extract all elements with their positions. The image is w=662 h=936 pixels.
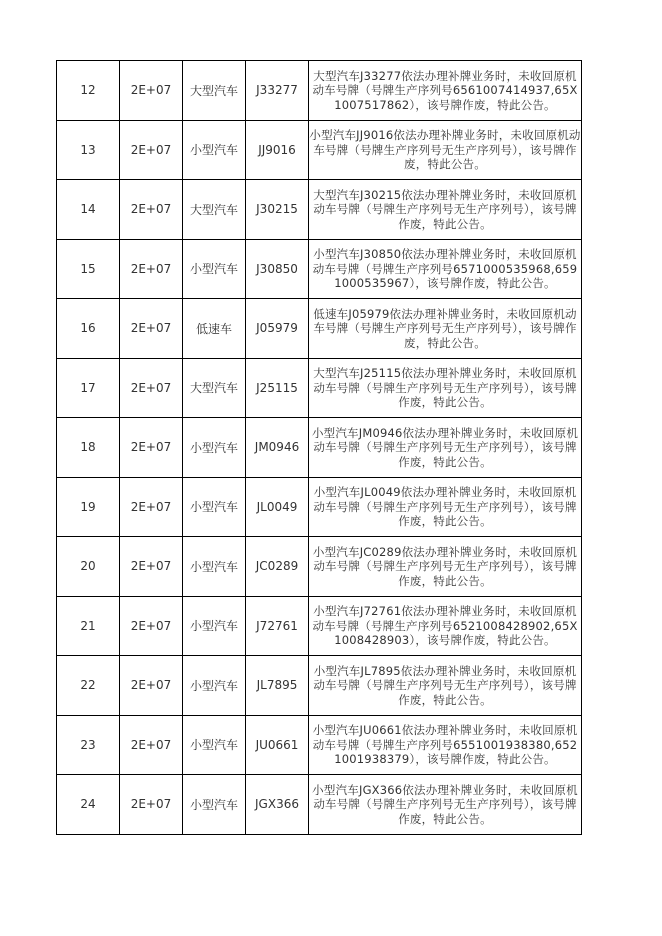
cell-vehicle-type: 大型汽车 (183, 358, 246, 418)
table-row (57, 418, 582, 478)
cell-id: 2E+07 (120, 596, 183, 656)
cell-notice: 小型汽车JJ9016依法办理补牌业务时，未收回原机动车号牌（号牌生产序列号无生产序列号），该号牌作废，特此公告。 (309, 120, 582, 180)
cell-plate: JJ9016 (246, 120, 309, 180)
cell-notice: 大型汽车J25115依法办理补牌业务时，未收回原机动车号牌（号牌生产序列号无生产序列号），该号牌作废，特此公告。 (309, 358, 582, 418)
cell-number: 12 (57, 61, 120, 121)
cell-plate: J72761 (246, 596, 309, 656)
table-row (57, 477, 582, 537)
cell-id: 2E+07 (120, 180, 183, 240)
cell-notice: 小型汽车JL7895依法办理补牌业务时，未收回原机动车号牌（号牌生产序列号无生产序列号），该号牌作废，特此公告。 (309, 656, 582, 716)
cell-vehicle-type: 小型汽车 (183, 596, 246, 656)
cell-notice: 小型汽车JL0049依法办理补牌业务时，未收回原机动车号牌（号牌生产序列号无生产序列号），该号牌作废，特此公告。 (309, 477, 582, 537)
cell-vehicle-type: 小型汽车 (183, 537, 246, 597)
table-row (57, 596, 582, 656)
cell-number: 23 (57, 715, 120, 775)
cell-number: 19 (57, 477, 120, 537)
cell-plate: JC0289 (246, 537, 309, 597)
cell-id: 2E+07 (120, 656, 183, 716)
cell-plate: J30215 (246, 180, 309, 240)
cell-plate: J25115 (246, 358, 309, 418)
cell-number: 18 (57, 418, 120, 478)
table-row (57, 120, 582, 180)
cell-id: 2E+07 (120, 715, 183, 775)
table-row (57, 61, 582, 121)
cell-number: 15 (57, 239, 120, 299)
cell-notice: 小型汽车J72761依法办理补牌业务时，未收回原机动车号牌（号牌生产序列号6521008428902,65X1008428903），该号牌作废，特此公告。 (309, 596, 582, 656)
table-body (57, 61, 582, 835)
table-row (57, 715, 582, 775)
cell-number: 13 (57, 120, 120, 180)
table-row (57, 239, 582, 299)
cell-number: 20 (57, 537, 120, 597)
cell-vehicle-type: 小型汽车 (183, 715, 246, 775)
cell-plate: JGX366 (246, 775, 309, 835)
cell-notice: 低速车J05979依法办理补牌业务时，未收回原机动车号牌（号牌生产序列号无生产序列号），该号牌作废，特此公告。 (309, 299, 582, 359)
cell-id: 2E+07 (120, 477, 183, 537)
cell-vehicle-type: 小型汽车 (183, 239, 246, 299)
cell-notice: 小型汽车JU0661依法办理补牌业务时，未收回原机动车号牌（号牌生产序列号6551001938380,6521001938379），该号牌作废，特此公告。 (309, 715, 582, 775)
cell-notice: 小型汽车JGX366依法办理补牌业务时，未收回原机动车号牌（号牌生产序列号无生产序列号），该号牌作废，特此公告。 (309, 775, 582, 835)
cell-plate: JM0946 (246, 418, 309, 478)
cell-id: 2E+07 (120, 358, 183, 418)
cell-id: 2E+07 (120, 61, 183, 121)
table-row (57, 775, 582, 835)
cell-vehicle-type: 小型汽车 (183, 418, 246, 478)
cell-vehicle-type: 小型汽车 (183, 656, 246, 716)
cell-number: 21 (57, 596, 120, 656)
cell-vehicle-type: 小型汽车 (183, 775, 246, 835)
cell-id: 2E+07 (120, 775, 183, 835)
table-row (57, 537, 582, 597)
cell-plate: J05979 (246, 299, 309, 359)
cell-id: 2E+07 (120, 537, 183, 597)
cell-notice: 大型汽车J30215依法办理补牌业务时，未收回原机动车号牌（号牌生产序列号无生产序列号），该号牌作废，特此公告。 (309, 180, 582, 240)
cell-vehicle-type: 小型汽车 (183, 120, 246, 180)
cell-plate: JU0661 (246, 715, 309, 775)
table-row (57, 358, 582, 418)
cell-id: 2E+07 (120, 239, 183, 299)
cell-vehicle-type: 低速车 (183, 299, 246, 359)
cell-id: 2E+07 (120, 418, 183, 478)
cell-number: 24 (57, 775, 120, 835)
cell-notice: 小型汽车J30850依法办理补牌业务时，未收回原机动车号牌（号牌生产序列号6571000535968,6591000535967），该号牌作废，特此公告。 (309, 239, 582, 299)
cell-vehicle-type: 大型汽车 (183, 180, 246, 240)
cell-plate: JL7895 (246, 656, 309, 716)
table-row (57, 299, 582, 359)
cell-plate: J30850 (246, 239, 309, 299)
notice-table (56, 60, 582, 835)
table-row (57, 656, 582, 716)
cell-number: 16 (57, 299, 120, 359)
cell-number: 17 (57, 358, 120, 418)
cell-plate: JL0049 (246, 477, 309, 537)
cell-number: 22 (57, 656, 120, 716)
cell-number: 14 (57, 180, 120, 240)
cell-notice: 大型汽车J33277依法办理补牌业务时，未收回原机动车号牌（号牌生产序列号6561007414937,65X1007517862），该号牌作废，特此公告。 (309, 61, 582, 121)
cell-notice: 小型汽车JM0946依法办理补牌业务时，未收回原机动车号牌（号牌生产序列号无生产序列号），该号牌作废，特此公告。 (309, 418, 582, 478)
cell-plate: J33277 (246, 61, 309, 121)
table-row (57, 180, 582, 240)
cell-vehicle-type: 大型汽车 (183, 61, 246, 121)
cell-vehicle-type: 小型汽车 (183, 477, 246, 537)
cell-id: 2E+07 (120, 120, 183, 180)
cell-id: 2E+07 (120, 299, 183, 359)
cell-notice: 小型汽车JC0289依法办理补牌业务时，未收回原机动车号牌（号牌生产序列号无生产序列号），该号牌作废，特此公告。 (309, 537, 582, 597)
